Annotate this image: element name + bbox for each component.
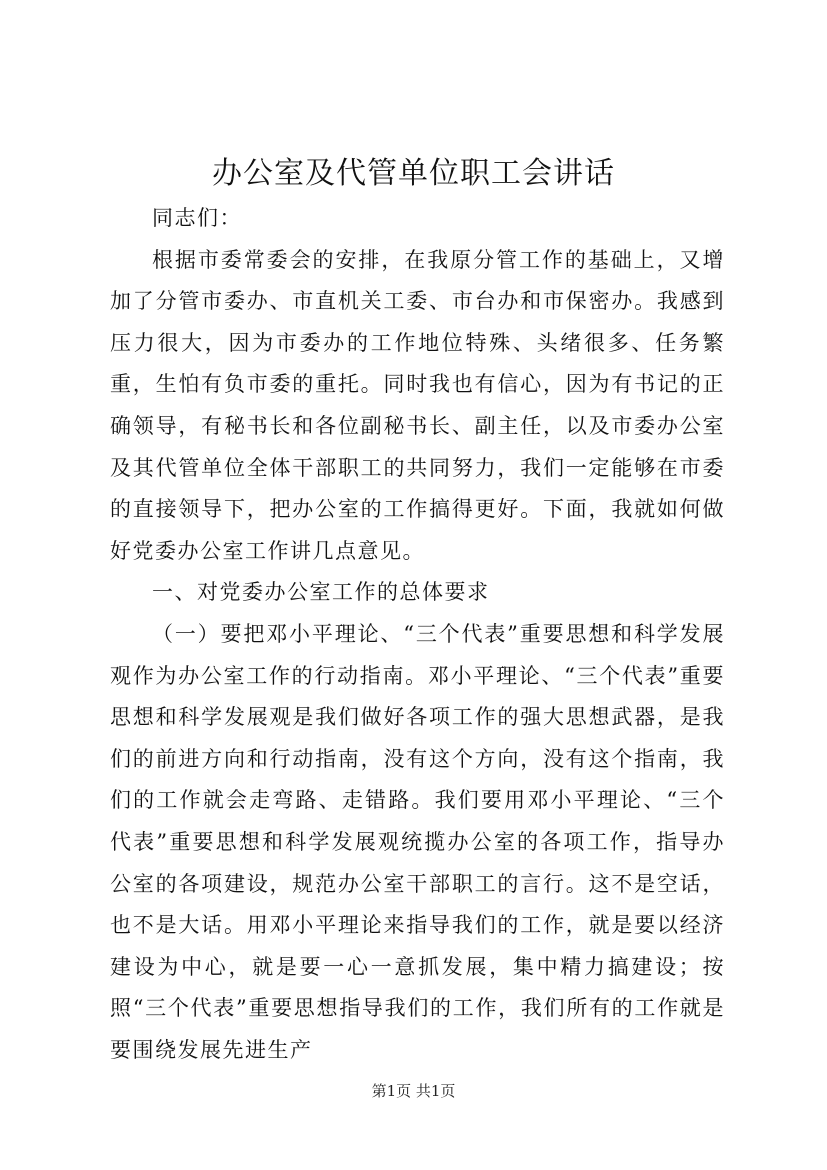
- greeting-paragraph: 同志们：: [152, 206, 242, 230]
- document-body: [110, 198, 725, 1071]
- document-title: 办公室及代管单位职工会讲话: [212, 156, 615, 191]
- intro-paragraph: 根据市委常委会的安排，在我原分管工作的基础上，又增加了分管市委办、市直机关工委、市台办和市保密办。我感到压力很大，因为市委办的工作地位特殊、头绪很多、任务繁重，生怕有负市委的重托。同时我也有信心，因为有书记的正确领导，有秘书长和各位副秘书长、副主任，以及市委办公室及其代管单位全体干部职工的共同努力，我们一定能够在市委的直接领导下，把办公室的工作搞得更好。下面，我就如何做好党委办公室工作讲几点意见。: [110, 247, 725, 563]
- page-footer: 第1页 共1页: [371, 1082, 456, 1100]
- subsection-paragraph: （一）要把邓小平理论、“三个代表”重要思想和科学发展观作为办公室工作的行动指南。邓小平理论、“三个代表”重要思想和科学发展观是我们做好各项工作的强大思想武器，是我们的前进方向和行动指南，没有这个方向，没有这个指南，我们的工作就会走弯路、走错路。我们要用邓小平理论、“三个代表”重要思想和科学发展观统揽办公室的各项工作，指导办公室的各项建设，规范办公室干部职工的言行。这不是空话，也不是大话。用邓小平理论来指导我们的工作，就是要以经济建设为中心，就是要一心一意抓发展，集中精力搞建设；按照“三个代表”重要思想指导我们的工作，我们所有的工作就是要围绕发展先进生产: [110, 621, 725, 1062]
- section-heading: 一、对党委办公室工作的总体要求: [152, 580, 490, 605]
